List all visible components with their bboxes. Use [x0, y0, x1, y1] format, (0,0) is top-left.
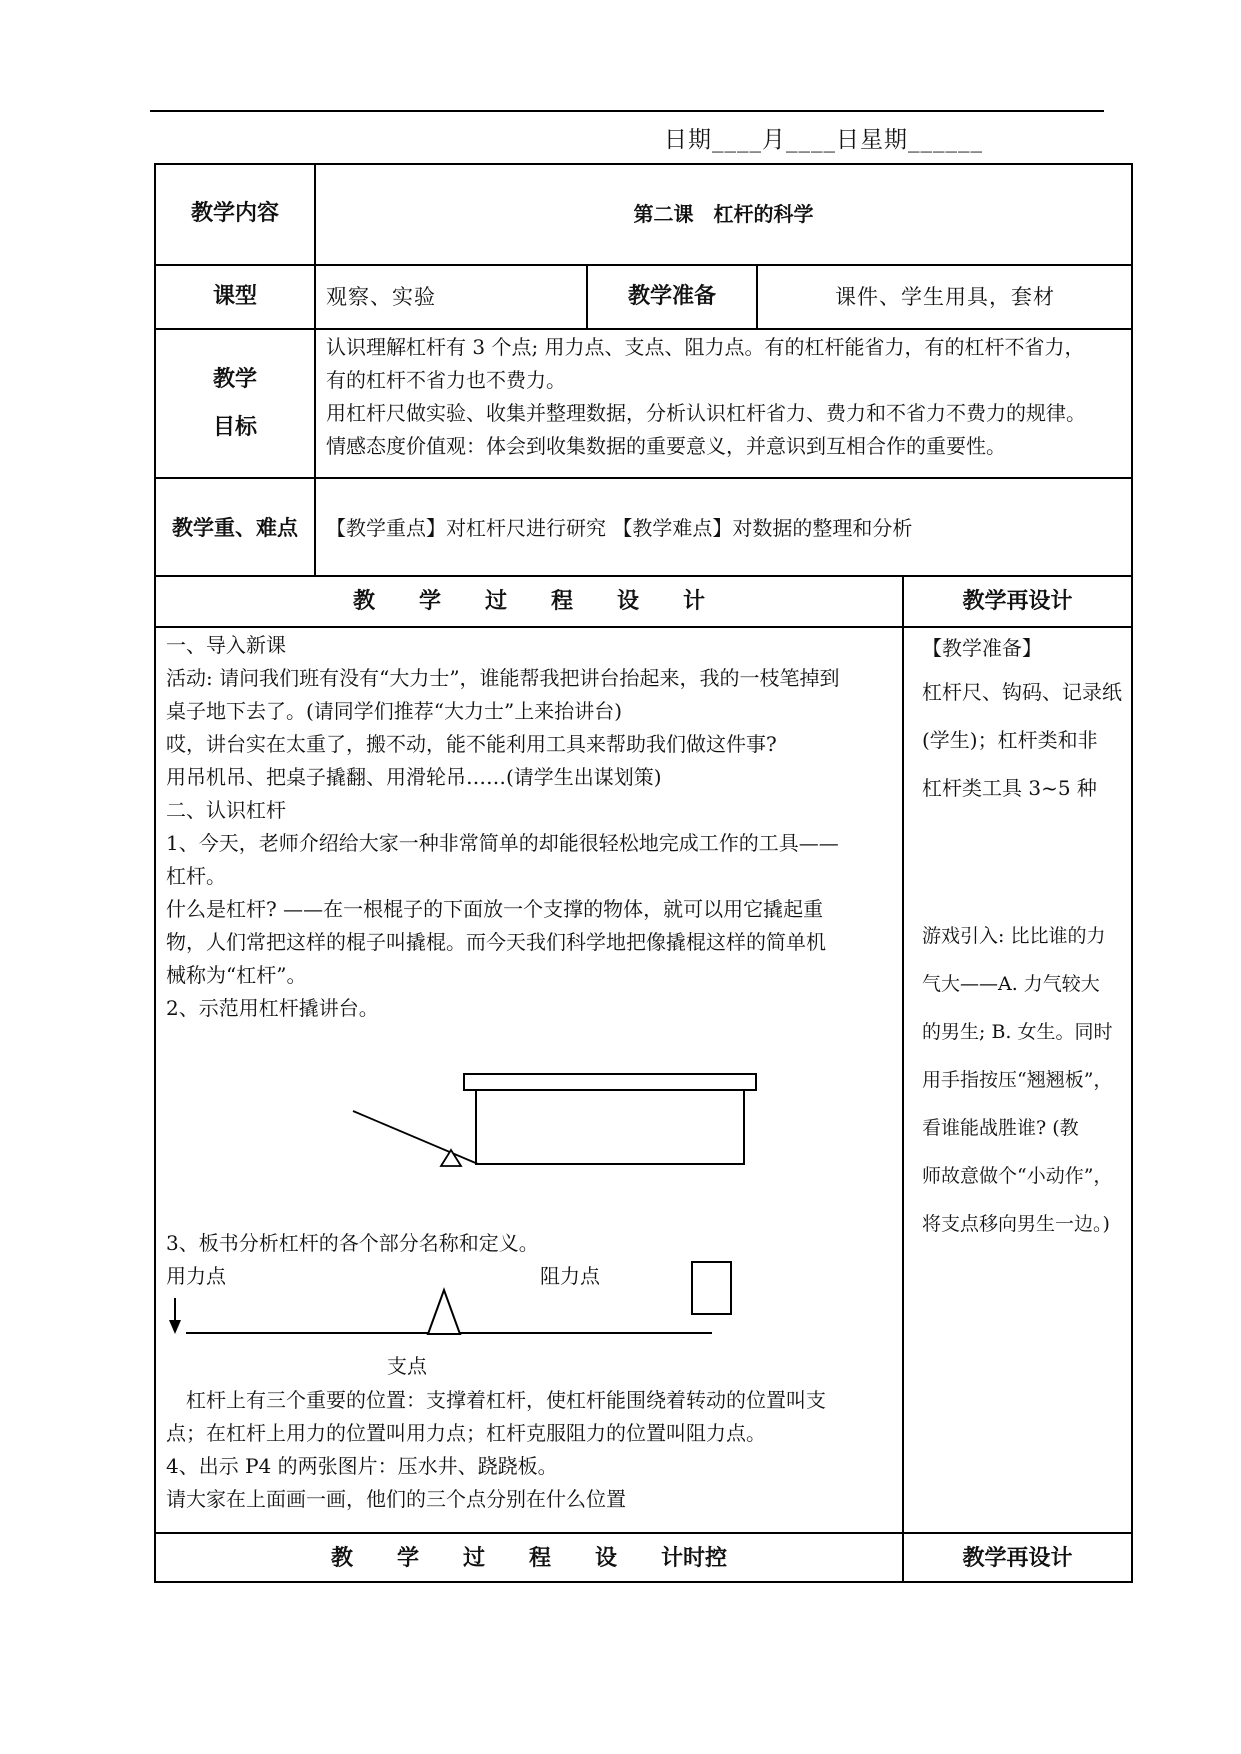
row-divider: [154, 1532, 1133, 1534]
process-header: 教 学 过 程 设 计: [352, 589, 705, 614]
side-line: 杠杆尺、钩码、记录纸: [922, 680, 1122, 704]
goal-line: 有的杠杆不省力也不费力。: [326, 368, 566, 392]
side-game-line: 用手指按压“翘翘板”，: [922, 1069, 1113, 1091]
row-divider: [154, 575, 1133, 577]
process-line: 一、导入新课: [166, 633, 286, 657]
goal-line: 情感态度价值观：体会到收集数据的重要意义，并意识到互相合作的重要性。: [326, 434, 1006, 458]
footer-process-header: 教 学 过 程 设 计时控: [330, 1546, 727, 1571]
process-line: 什么是杠杆? ——在一根棍子的下面放一个支撑的物体，就可以用它撬起重: [166, 897, 824, 921]
resistance-label: 阻力点: [540, 1264, 600, 1288]
process-line: 2、示范用杠杆撬讲台。: [166, 996, 379, 1020]
redesign-header: 教学再设计: [962, 589, 1073, 614]
side-game-line: 师故意做个“小动作”，: [922, 1165, 1113, 1187]
goal-line: 认识理解杠杆有 3 个点; 用力点、支点、阻力点。有的杠杆能省力，有的杠杆不省力，: [326, 335, 1085, 359]
process-line: 械称为“杠杆”。: [166, 963, 307, 987]
process-line: 二、认识杠杆: [166, 798, 286, 822]
row-divider: [154, 477, 1133, 479]
side-line: 杠杆类工具 3~5 种: [922, 776, 1097, 800]
lesson-title: 第二课 杠杆的科学: [633, 202, 814, 226]
side-game-line: 的男生; B. 女生。同时: [922, 1021, 1113, 1043]
process-line: 1、今天，老师介绍给大家一种非常简单的却能很轻松地完成工作的工具——: [166, 831, 839, 855]
type-label: 课型: [212, 284, 257, 309]
process-line: 哎，讲台实在太重了，搬不动，能不能利用工具来帮助我们做这件事?: [166, 732, 777, 756]
prep-label: 教学准备: [627, 284, 716, 309]
side-game-line: 将支点移向男生一边。): [922, 1213, 1110, 1235]
key-label: 教学重、难点: [172, 516, 298, 540]
process-line: 点；在杠杆上用力的位置叫用力点；杠杆克服阻力的位置叫阻力点。: [166, 1421, 766, 1445]
goal-label-1: 教学: [212, 367, 257, 392]
header-rule: [150, 110, 1104, 112]
col-divider: [902, 575, 904, 1583]
process-line: 4、出示 P4 的两张图片：压水井、跷跷板。: [166, 1454, 558, 1478]
footer-redesign-header: 教学再设计: [962, 1546, 1073, 1571]
effort-label: 用力点: [166, 1264, 226, 1288]
side-game-line: 游戏引入: 比比谁的力: [922, 925, 1106, 947]
process-line: 桌子地下去了。(请同学们推荐“大力士”上来抬讲台): [166, 699, 623, 723]
type-value: 观察、实验: [326, 285, 436, 309]
row-divider: [154, 626, 1133, 628]
date-line: 日期____月____日星期______: [664, 127, 983, 153]
process-line: 杠杆上有三个重要的位置：支撑着杠杆，使杠杆能围绕着转动的位置叫支: [166, 1388, 826, 1412]
process-line: 用吊机吊、把桌子撬翻、用滑轮吊……(请学生出谋划策): [166, 765, 662, 789]
fulcrum-label: 支点: [387, 1354, 427, 1378]
process-line: 杠杆。: [166, 864, 226, 888]
process-line: 活动: 请问我们班有没有“大力士”，谁能帮我把讲台抬起来，我的一枝笔掉到: [166, 666, 840, 690]
goal-line: 用杠杆尺做实验、收集并整理数据，分析认识杠杆省力、费力和不省力不费力的规律。: [326, 401, 1086, 425]
side-line: (学生)；杠杆类和非: [922, 728, 1098, 752]
process-line: 请大家在上面画一画，他们的三个点分别在什么位置: [166, 1487, 626, 1511]
content-label: 教学内容: [190, 201, 279, 226]
process-line: 物，人们常把这样的棍子叫撬棍。而今天我们科学地把像撬棍这样的简单机: [166, 930, 826, 954]
process-line: 3、板书分析杠杆的各个部分名称和定义。: [166, 1231, 539, 1255]
side-game-line: 气大——A. 力气较大: [922, 973, 1100, 995]
goal-label-2: 目标: [212, 415, 257, 440]
row-divider: [154, 328, 1133, 330]
prep-value: 课件、学生用具，套材: [835, 285, 1055, 309]
key-value: 【教学重点】对杠杆尺进行研究 【教学难点】对数据的整理和分析: [326, 516, 913, 540]
side-title: 【教学准备】: [922, 636, 1042, 660]
side-game-line: 看谁能战胜谁? (教: [922, 1117, 1079, 1139]
row-divider: [154, 264, 1133, 266]
